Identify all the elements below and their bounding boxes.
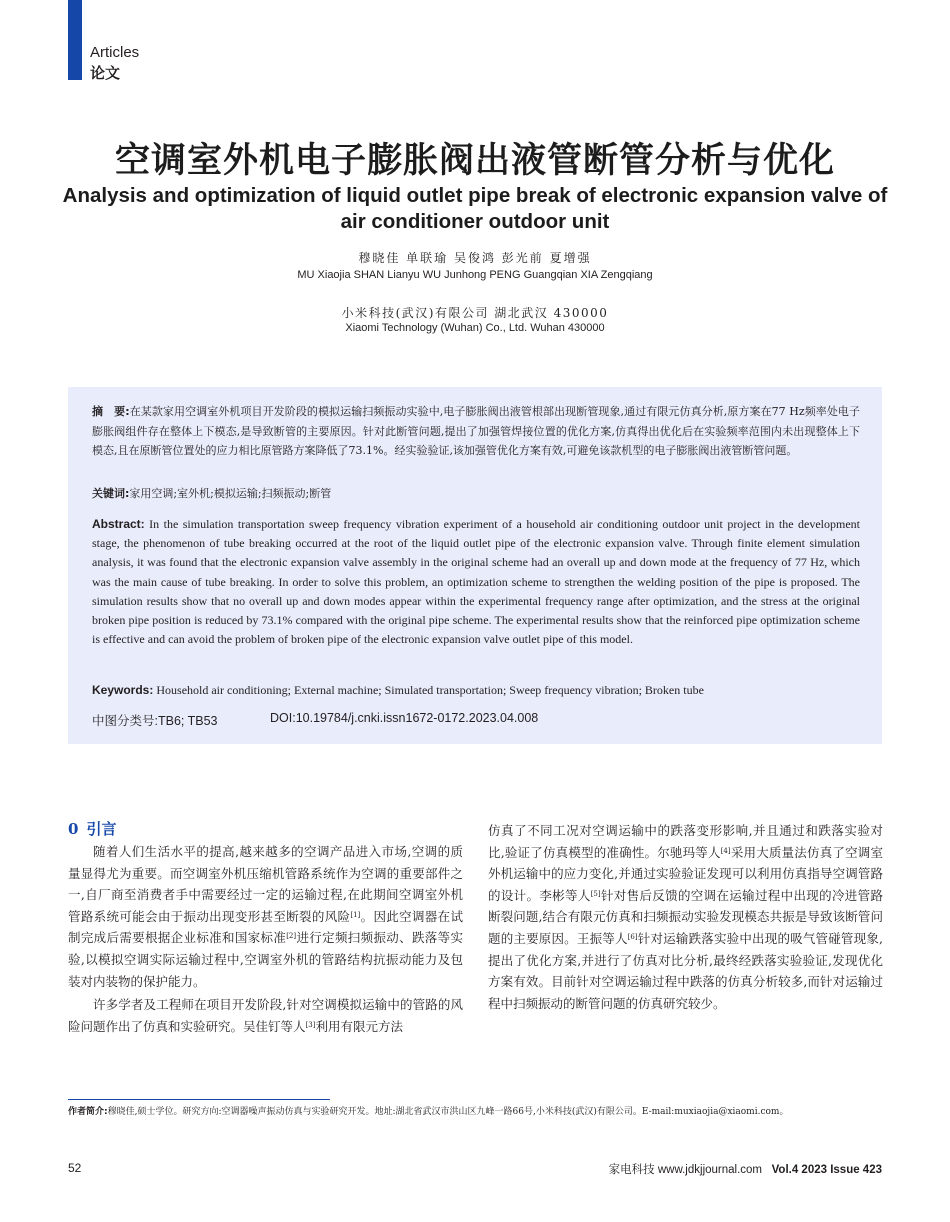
citation-ref[interactable]: [5] — [590, 889, 601, 898]
paragraph — [488, 820, 883, 1014]
text-run: 。因此空调器在试制完成后需要根据企业标准和国家标准 — [68, 908, 463, 946]
paragraph — [68, 994, 463, 1037]
abstract-en — [92, 515, 860, 649]
title-en: Analysis and optimization of liquid outlet pipe break of electronic expansion valve of air conditioner outdoor unit — [62, 184, 888, 233]
citation-ref[interactable]: [6] — [627, 932, 638, 941]
abstract-en-label: Abstract: — [92, 517, 145, 531]
title-zh: 空调室外机电子膨胀阀出液管断管分析与优化 — [114, 141, 835, 181]
section-title: 引言 — [86, 820, 117, 838]
authors-en: MU Xiaojia SHAN Lianyu WU Junhong PENG Guangqian XIA Zengqiang — [297, 269, 653, 281]
abstract-zh-label: 摘 要: — [92, 405, 130, 418]
section-label-zh: 论文 — [90, 64, 121, 82]
keywords-zh-text: 家用空调;室外机;模拟运输;扫频振动;断管 — [129, 487, 332, 500]
text-run: 针对运输跌落实验中出现的吸气管碰管现象,提出了优化方案,并进行了仿真对比分析,最终经跌落实验验证,发现优化方案有效。目前针对空调运输过程中跌落的仿真分析较多,而针对运输过程中扫频振动的断管问题的仿真研究较少。 — [488, 930, 883, 1011]
section-accent-bar — [68, 0, 82, 80]
keywords-en — [92, 682, 860, 698]
text-run: 进行定频扫频振动、跌落等实验,以模拟空调实际运输过程中,空调室外机的管路结构抗振动能力及包装对内装物的保护能力。 — [68, 930, 463, 989]
abstract-en-text: In the simulation transportation sweep frequency vibration experiment of a household air conditioning outdoor unit project in the development stage, the phenomenon of tube breaking occurred at the root of the liquid outlet pipe of the electronic expansion valve. Through finite element simulation analysis, it was found that the electronic expansion valve assembly in the original scheme had an overall up and down mode at the frequency of 77 Hz, which was the main cause of tube breaking. In order to solve this problem, an optimization scheme to strengthen the welding position of the pipe is proposed. The simulation results show that no overall up and down modes appear within the experimental frequency range after optimization, and the stress at the original broken pipe position is reduced by 73.1% compared with the original pipe scheme. The experimental results show that the reinforced pipe optimization scheme is effective and can avoid the problem of broken pipe of the electronic expansion valve outlet pipe of this model. — [92, 517, 860, 647]
paragraph — [68, 841, 463, 992]
body-column-left — [68, 818, 463, 1037]
citation-ref[interactable]: [4] — [720, 846, 731, 855]
body-column-right — [488, 820, 883, 1014]
affiliation-zh: 小米科技(武汉)有限公司 湖北武汉 430000 — [341, 306, 609, 320]
section-label-en: Articles — [90, 44, 140, 61]
citation-ref[interactable]: [2] — [286, 932, 297, 941]
keywords-zh-label: 关键词: — [92, 487, 130, 500]
author-footnote — [68, 1106, 888, 1118]
journal-info — [609, 1161, 882, 1177]
classification-number: 中图分类号:TB6; TB53 — [92, 714, 218, 728]
text-run: 利用有限元方法 — [315, 1018, 403, 1034]
text-run: 仿真了不同工况对空调运输中的跌落变形影响,并且通过和跌落实验对比,验证了仿真模型的准确性。尔驰玛等人 — [488, 823, 883, 860]
page-number: 52 — [68, 1161, 82, 1175]
text-run: 许多学者及工程师在项目开发阶段,针对空调模拟运输中的管路的风险问题作出了仿真和实验研究。吴佳钉等人 — [68, 997, 463, 1034]
authors-zh: 穆晓佳 单联瑜 吴俊鸿 彭光前 夏增强 — [358, 251, 592, 265]
journal-volume: Vol.4 2023 Issue 423 — [771, 1164, 882, 1176]
text-run: 采用大质量法仿真了空调室外机运输中的应力变化,并通过实验验证发现可以利用仿真指导空调管路的设计。李彬等人 — [488, 844, 883, 903]
keywords-zh — [92, 486, 860, 502]
journal-name: 家电科技 www.jdkjjournal.com — [608, 1164, 763, 1176]
text-run: 随着人们生活水平的提高,越来越多的空调产品进入市场,空调的质量显得尤为重要。而空调室外机压缩机管路系统作为空调的重要部件之一,自厂商至消费者手中需要经过一定的运输过程,在此期间空调室外机管路系统可能会由于振动出现变形甚至断裂的风险 — [68, 844, 463, 924]
section-number: 0 — [68, 820, 79, 838]
abstract-zh-text: 在某款家用空调室外机项目开发阶段的模拟运输扫频振动实验中,电子膨胀阀出液管根部出现断管现象,通过有限元仿真分析,原方案在77 Hz频率处电子膨胀阀组件存在整体上下模态,是导致断管的主要原因。针对此断管问题,提出了加强管焊接位置的优化方案,仿真得出优化后在实验频率范围内未出现整体上下模态,且在原断管位置处的应力相比原管路方案降低了73.1%。经实验验证,该加强管优化方案有效,可避免该款机型的电子膨胀阀出液管断管问题。 — [92, 405, 860, 457]
keywords-en-text: Household air conditioning; External machine; Simulated transportation; Sweep frequency vibration; Broken tube — [156, 683, 704, 697]
citation-ref[interactable]: [1] — [350, 910, 361, 919]
abstract-zh — [92, 402, 860, 461]
text-run: 针对售后反馈的空调在运输过程中出现的冷进管路断裂问题,结合有限元仿真和扫频振动实验发现模态共振是导致该断管问题的主要原因。王振等人 — [488, 887, 883, 946]
keywords-en-label: Keywords: — [92, 683, 154, 697]
footnote-divider — [68, 1099, 330, 1100]
doi-link[interactable]: DOI:10.19784/j.cnki.issn1672-0172.2023.04.008 — [270, 711, 539, 725]
citation-ref[interactable]: [3] — [305, 1020, 316, 1029]
footnote-label: 作者简介: — [68, 1107, 108, 1117]
footnote-text: 穆晓佳,硕士学位。研究方向:空调器噪声振动仿真与实验研究开发。地址:湖北省武汉市洪山区九峰一路66号,小米科技(武汉)有限公司。E-mail:muxiaojia@xiaomi.com。 — [107, 1107, 789, 1117]
affiliation-en: Xiaomi Technology (Wuhan) Co., Ltd. Wuhan 430000 — [345, 322, 605, 334]
section-heading — [68, 818, 463, 840]
